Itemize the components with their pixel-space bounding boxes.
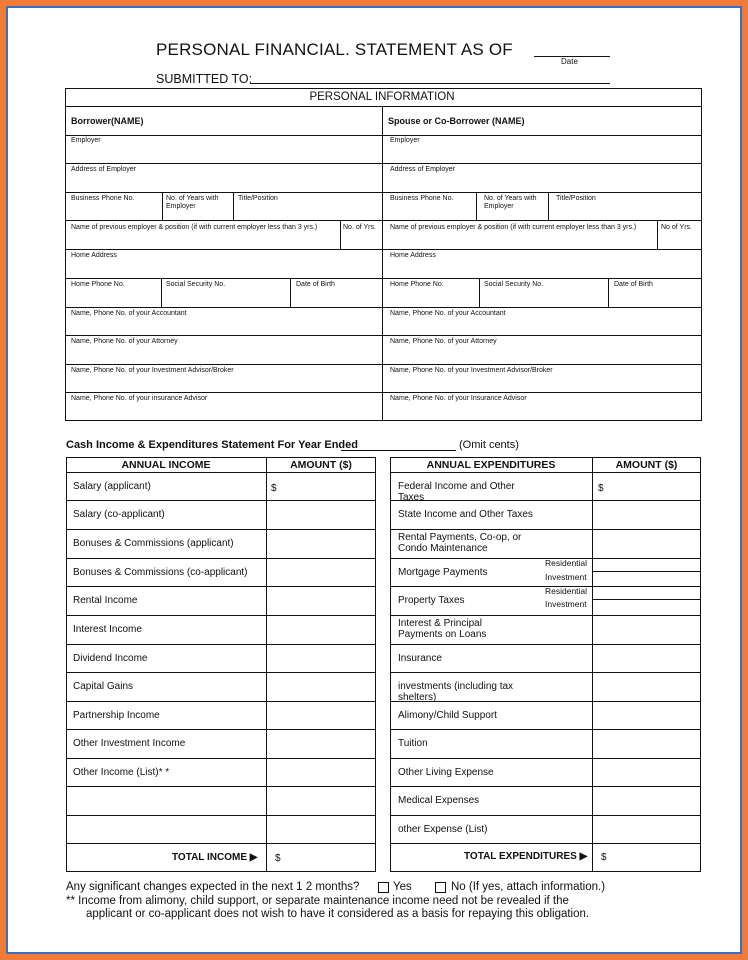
expend-row-label: State Income and Other Taxes <box>398 509 533 520</box>
expend-header: ANNUAL EXPENDITURES <box>426 459 556 471</box>
accountant-field[interactable]: Name, Phone No. of your Accountant <box>71 310 187 317</box>
income-amount-cell[interactable] <box>267 815 375 843</box>
co-previous-employer-field[interactable]: Name of previous employer & position (if with current employer less than 3 yrs.) <box>390 224 637 231</box>
year-ended-line[interactable] <box>341 450 456 451</box>
income-dollar: $ <box>271 483 277 494</box>
income-row-label: Bonuses & Commissions (applicant) <box>73 538 234 549</box>
title-position-field[interactable]: Title/Position <box>238 195 278 202</box>
co-attorney-field[interactable]: Name, Phone No. of your Attorney <box>390 338 497 345</box>
expend-amount-cell[interactable] <box>593 500 700 529</box>
income-row-label: Dividend Income <box>73 653 148 664</box>
submitted-to-label: SUBMITTED TO: <box>156 72 253 86</box>
income-row-label: Salary (co-applicant) <box>73 509 165 520</box>
expend-amount-header: AMOUNT ($) <box>615 459 678 471</box>
property-investment: Investment <box>545 599 587 609</box>
co-home-phone-field[interactable]: Home Phone No. <box>390 281 444 288</box>
omit-cents-note: (Omit cents) <box>459 439 519 451</box>
expend-row-label: Property Taxes <box>398 595 465 606</box>
co-business-phone-field[interactable]: Business Phone No. <box>390 195 454 202</box>
yes-label: Yes <box>393 881 412 893</box>
expend-amount-cell[interactable] <box>593 815 700 843</box>
co-dob-field[interactable]: Date of Birth <box>614 281 653 288</box>
expend-row-label: Tuition <box>398 738 428 749</box>
expend-row-label: Other Living Expense <box>398 767 494 778</box>
dob-field[interactable]: Date of Birth <box>296 281 335 288</box>
ssn-field[interactable]: Social Security No. <box>166 281 226 288</box>
expend-row-label: Medical Expenses <box>398 795 480 806</box>
no-label: No (If yes, attach information.) <box>451 881 606 893</box>
expend-amount-cell[interactable] <box>593 586 700 615</box>
cash-heading: Cash Income & Expenditures Statement For Year Ended <box>66 439 358 451</box>
date-label: Date <box>561 57 578 66</box>
income-amount-cell[interactable] <box>267 586 375 615</box>
expend-amount-cell[interactable] <box>593 558 700 586</box>
co-title-position-field[interactable]: Title/Position <box>556 195 596 202</box>
footnote-line-2: applicant or co-applicant does not wish to have it considered as a basis for repaying this obligation. <box>86 908 590 920</box>
changes-question: Any significant changes expected in the next 1 2 months? <box>66 881 360 893</box>
expend-row-label: other Expense (List) <box>398 824 488 835</box>
expend-row-label: investments (including tax shelters) <box>398 681 514 703</box>
income-amount-cell[interactable] <box>267 758 375 786</box>
co-accountant-field[interactable]: Name, Phone No. of your Accountant <box>390 310 506 317</box>
borrower-heading: Borrower(NAME) <box>71 116 144 126</box>
income-row-label: Salary (applicant) <box>73 481 151 492</box>
expend-row-label: Mortgage Payments <box>398 567 488 578</box>
income-amount-cell[interactable] <box>267 786 375 815</box>
expend-row-label: Federal Income and Other Taxes <box>398 481 515 503</box>
mortgage-investment: Investment <box>545 572 587 582</box>
expend-dollar: $ <box>598 483 604 494</box>
expend-amount-cell[interactable] <box>593 472 700 500</box>
income-row-label: Other Investment Income <box>73 738 186 749</box>
home-phone-field[interactable]: Home Phone No. <box>71 281 125 288</box>
no-checkbox[interactable] <box>435 882 446 893</box>
advisor-field[interactable]: Name, Phone No. of your Investment Advisor/Broker <box>71 367 234 374</box>
income-amount-cell[interactable] <box>267 472 375 500</box>
yes-checkbox[interactable] <box>378 882 389 893</box>
employer-field[interactable]: Employer <box>71 137 101 144</box>
income-amount-cell[interactable] <box>267 644 375 672</box>
expend-amount-cell[interactable] <box>593 701 700 729</box>
co-employer-address-field[interactable]: Address of Employer <box>390 166 455 173</box>
co-insurance-field[interactable]: Name, Phone No. of your Insurance Advisor <box>390 395 527 402</box>
co-advisor-field[interactable]: Name, Phone No. of your Investment Advisor/Broker <box>390 367 553 374</box>
business-phone-field[interactable]: Business Phone No. <box>71 195 135 202</box>
income-amount-cell[interactable] <box>267 729 375 758</box>
personal-info-title: PERSONAL INFORMATION <box>309 91 455 103</box>
years-employer-field[interactable]: No. of Years with Employer <box>166 195 219 210</box>
total-expend-dollar: $ <box>601 852 607 863</box>
insurance-field[interactable]: Name, Phone No. of your insurance Advisor <box>71 395 208 402</box>
co-home-address-field[interactable]: Home Address <box>390 252 436 259</box>
co-years-employer-field[interactable]: No. of Years with Employer <box>484 195 537 210</box>
expend-row-label: Alimony/Child Support <box>398 710 497 721</box>
income-row-label: Interest Income <box>73 624 142 635</box>
income-row-label: Other Income (List)* * <box>73 767 170 778</box>
income-row-label: Partnership Income <box>73 710 160 721</box>
expend-amount-cell[interactable] <box>593 644 700 672</box>
income-amount-cell[interactable] <box>267 701 375 729</box>
mortgage-residential: Residential <box>545 558 588 568</box>
expend-row-label: Insurance <box>398 653 442 664</box>
previous-employer-field[interactable]: Name of previous employer & position (if with current employer less than 3 yrs.) <box>71 224 318 231</box>
employer-address-field[interactable]: Address of Employer <box>71 166 136 173</box>
expend-amount-cell[interactable] <box>593 758 700 786</box>
income-amount-cell[interactable] <box>267 529 375 558</box>
total-expend-label: TOTAL EXPENDITURES ▶ <box>464 851 588 862</box>
no-of-yrs-field[interactable]: No. of Yrs. <box>343 224 376 231</box>
expend-amount-cell[interactable] <box>593 786 700 815</box>
co-employer-field[interactable]: Employer <box>390 137 420 144</box>
income-header: ANNUAL INCOME <box>121 459 211 471</box>
column-divider <box>382 106 383 421</box>
income-amount-header: AMOUNT ($) <box>290 459 352 471</box>
property-residential: Residential <box>545 586 588 596</box>
income-amount-cell[interactable] <box>267 558 375 586</box>
home-address-field[interactable]: Home Address <box>71 252 117 259</box>
income-row-label: Bonuses & Commissions (co-applicant) <box>73 567 248 578</box>
income-row-label: Capital Gains <box>73 681 134 692</box>
form-title: PERSONAL FINANCIAL. STATEMENT AS OF <box>156 40 513 59</box>
expend-row-label: Interest & Principal Payments on Loans <box>398 618 487 640</box>
expend-amount-cell[interactable] <box>593 672 700 701</box>
footnote-line-1: ** Income from alimony, child support, or separate maintenance income need not be revealed if the <box>66 895 569 907</box>
total-income-dollar: $ <box>275 853 281 864</box>
coborrower-heading: Spouse or Co-Borrower (NAME) <box>388 116 525 126</box>
expend-row-label: Rental Payments, Co-op, or Condo Maintenance <box>398 532 522 554</box>
submitted-to-line[interactable] <box>250 83 610 84</box>
expend-amount-cell[interactable] <box>593 529 700 558</box>
co-ssn-field[interactable]: Social Security No. <box>484 281 544 288</box>
income-amount-cell[interactable] <box>267 615 375 644</box>
income-row-label: Rental Income <box>73 595 138 606</box>
attorney-field[interactable]: Name, Phone No. of your Attorney <box>71 338 178 345</box>
co-no-of-yrs-field[interactable]: No of Yrs. <box>661 224 692 231</box>
income-amount-cell[interactable] <box>267 500 375 529</box>
income-amount-cell[interactable] <box>267 672 375 701</box>
total-income-label: TOTAL INCOME ▶ <box>172 852 258 863</box>
expend-amount-cell[interactable] <box>593 729 700 758</box>
expend-amount-cell[interactable] <box>593 615 700 644</box>
